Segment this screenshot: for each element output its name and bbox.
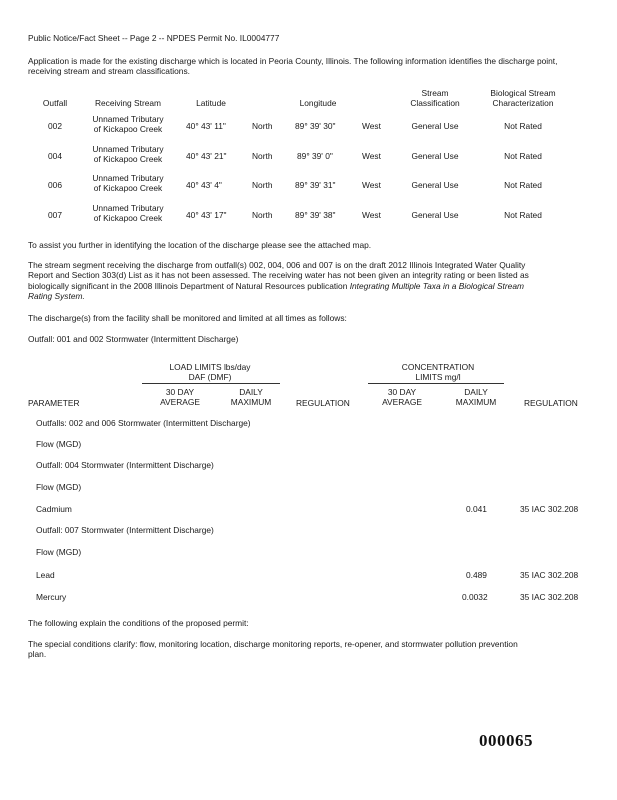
load-limits-line2: DAF (DMF): [188, 371, 232, 382]
col-bio-characterization: [478, 89, 568, 108]
col-stream-classification-line2: Classification: [410, 97, 460, 108]
cell-bio: Not Rated: [504, 151, 542, 161]
cell-ns: North: [252, 121, 273, 131]
cell-classification: General Use: [411, 210, 459, 220]
publication-title: Integrating Multiple Taxa in a Biological Stream: [349, 280, 524, 291]
col-receiving-stream: Receiving Stream: [94, 98, 162, 108]
col-conc-daily-line2: MAXIMUM: [455, 396, 497, 407]
col-conc-30day-line2: AVERAGE: [382, 396, 422, 407]
outfall-note: Outfall: 001 and 002 Stormwater (Intermittent Discharge): [28, 334, 239, 344]
cell-classification: General Use: [411, 180, 459, 190]
concentration-rule: [368, 383, 504, 384]
cell-outfall: 006: [48, 180, 62, 190]
cell-ew: West: [362, 121, 381, 131]
segment-paragraph: [28, 260, 588, 302]
concentration-header: [378, 363, 498, 382]
monitor-note: The discharge(s) from the facility shall be monitored and limited at all times as follows:: [28, 313, 347, 323]
concentration-line2: LIMITS mg/l: [415, 371, 461, 382]
cell-stream-line2: of Kickapoo Creek: [93, 153, 163, 164]
col-load-daily-line2: MAXIMUM: [230, 396, 272, 407]
cell-classification: General Use: [411, 151, 459, 161]
flow-row: Flow (MGD): [36, 439, 82, 449]
param-mercury: Mercury: [36, 592, 67, 602]
map-note: To assist you further in identifying the location of the discharge please see the attached map.: [28, 240, 372, 250]
col-bio-characterization-line1: Biological Stream: [490, 88, 556, 98]
cell-stream-line1: Unnamed Tributary: [92, 203, 164, 213]
conditions-line-2: plan.: [28, 649, 47, 660]
cell-longitude: 89° 39' 0": [297, 151, 333, 161]
col-load-daily: [220, 388, 282, 407]
page-header: Public Notice/Fact Sheet -- Page 2 -- NPDES Permit No. IL0004777: [28, 33, 280, 43]
load-limits-header: [150, 363, 270, 382]
lead-daily-max: 0.489: [466, 570, 487, 580]
cell-ns: North: [252, 180, 273, 190]
cell-ns: North: [252, 210, 273, 220]
cell-stream: [83, 145, 173, 164]
col-parameter: PARAMETER: [28, 398, 80, 408]
col-load-30day-line2: AVERAGE: [160, 396, 200, 407]
conditions-paragraph: [28, 639, 588, 660]
col-stream-classification-line1: Stream: [421, 88, 449, 98]
col-load-30day-line1: 30 DAY: [165, 387, 195, 397]
col-load-30day: [150, 388, 210, 407]
cell-ns: North: [252, 151, 273, 161]
concentration-line1: CONCENTRATION: [401, 362, 475, 372]
publication-title-end: Rating System.: [28, 291, 85, 302]
intro-paragraph: Application is made for the existing discharge which is located in Peoria County, Illinois. The following information identifies the discharge point, receiving stream and stream classifications.: [28, 56, 558, 77]
section-outfalls-002-006: Outfalls: 002 and 006 Stormwater (Intermittent Discharge): [36, 418, 251, 428]
cadmium-daily-max: 0.041: [466, 504, 487, 514]
col-longitude: Longitude: [299, 98, 337, 108]
col-conc-30day-line1: 30 DAY: [387, 387, 417, 397]
lead-regulation: 35 IAC 302.208: [520, 570, 579, 580]
segment-line-3-text: biologically significant in the 2008 Illinois Department of Natural Resources publication: [28, 280, 350, 291]
cell-stream: [83, 115, 173, 134]
section-outfall-004: Outfall: 004 Stormwater (Intermittent Discharge): [36, 460, 214, 470]
param-lead: Lead: [36, 570, 55, 580]
section-outfall-007: Outfall: 007 Stormwater (Intermittent Discharge): [36, 525, 214, 535]
cell-longitude: 89° 39' 38": [295, 210, 336, 220]
cell-ew: West: [362, 151, 381, 161]
cell-stream-line1: Unnamed Tributary: [92, 144, 164, 154]
cell-longitude: 89° 39' 31": [295, 180, 336, 190]
cell-stream: [83, 174, 173, 193]
cadmium-regulation: 35 IAC 302.208: [520, 504, 579, 514]
cell-latitude: 40° 43' 17": [186, 210, 227, 220]
flow-row: Flow (MGD): [36, 482, 82, 492]
cell-outfall: 002: [48, 121, 62, 131]
cell-stream: [83, 204, 173, 223]
cell-ew: West: [362, 180, 381, 190]
col-load-regulation: REGULATION: [296, 398, 350, 408]
col-stream-classification: [400, 89, 470, 108]
col-conc-30day: [372, 388, 432, 407]
cell-bio: Not Rated: [504, 121, 542, 131]
load-limits-line1: LOAD LIMITS lbs/day: [169, 362, 251, 372]
col-outfall: Outfall: [42, 98, 68, 108]
load-limits-rule: [142, 383, 280, 384]
param-cadmium: Cadmium: [36, 504, 72, 514]
cell-stream-line2: of Kickapoo Creek: [93, 123, 163, 134]
col-latitude: Latitude: [196, 98, 226, 108]
cell-longitude: 89° 39' 30": [295, 121, 336, 131]
conditions-line-1: The special conditions clarify: flow, monitoring location, discharge monitoring reports, re-opener, and stormwater pollution prevention: [28, 639, 518, 649]
mercury-daily-max: 0.0032: [462, 592, 488, 602]
cell-stream-line1: Unnamed Tributary: [92, 173, 164, 183]
cell-outfall: 007: [48, 210, 62, 220]
segment-line-2: Report and Section 303(d) List as it has not been assessed. The receiving water has not been given an integrity rating or been listed as: [28, 270, 529, 281]
cell-stream-line2: of Kickapoo Creek: [93, 182, 163, 193]
col-load-daily-line1: DAILY: [239, 387, 263, 397]
col-bio-characterization-line2: Characterization: [492, 97, 554, 108]
cell-latitude: 40° 43' 21": [186, 151, 227, 161]
cell-ew: West: [362, 210, 381, 220]
segment-line-4: [28, 291, 588, 301]
cell-bio: Not Rated: [504, 210, 542, 220]
flow-row: Flow (MGD): [36, 547, 82, 557]
segment-line-1: The stream segment receiving the discharge from outfall(s) 002, 004, 006 and 007 is on the draft 2012 Illinois Integrated Water Quality: [28, 260, 526, 270]
cell-outfall: 004: [48, 151, 62, 161]
bates-number: 000065: [479, 731, 533, 750]
cell-stream-line2: of Kickapoo Creek: [93, 212, 163, 223]
col-conc-daily-line1: DAILY: [464, 387, 488, 397]
cell-latitude: 40° 43' 4": [186, 180, 222, 190]
mercury-regulation: 35 IAC 302.208: [520, 592, 579, 602]
conditions-intro: The following explain the conditions of the proposed permit:: [28, 618, 249, 628]
cell-latitude: 40° 43' 11": [186, 121, 226, 131]
col-conc-daily: [444, 388, 508, 407]
segment-line-3: [28, 281, 588, 291]
cell-stream-line1: Unnamed Tributary: [92, 114, 164, 124]
cell-bio: Not Rated: [504, 180, 542, 190]
col-conc-regulation: REGULATION: [524, 398, 578, 408]
cell-classification: General Use: [411, 121, 459, 131]
